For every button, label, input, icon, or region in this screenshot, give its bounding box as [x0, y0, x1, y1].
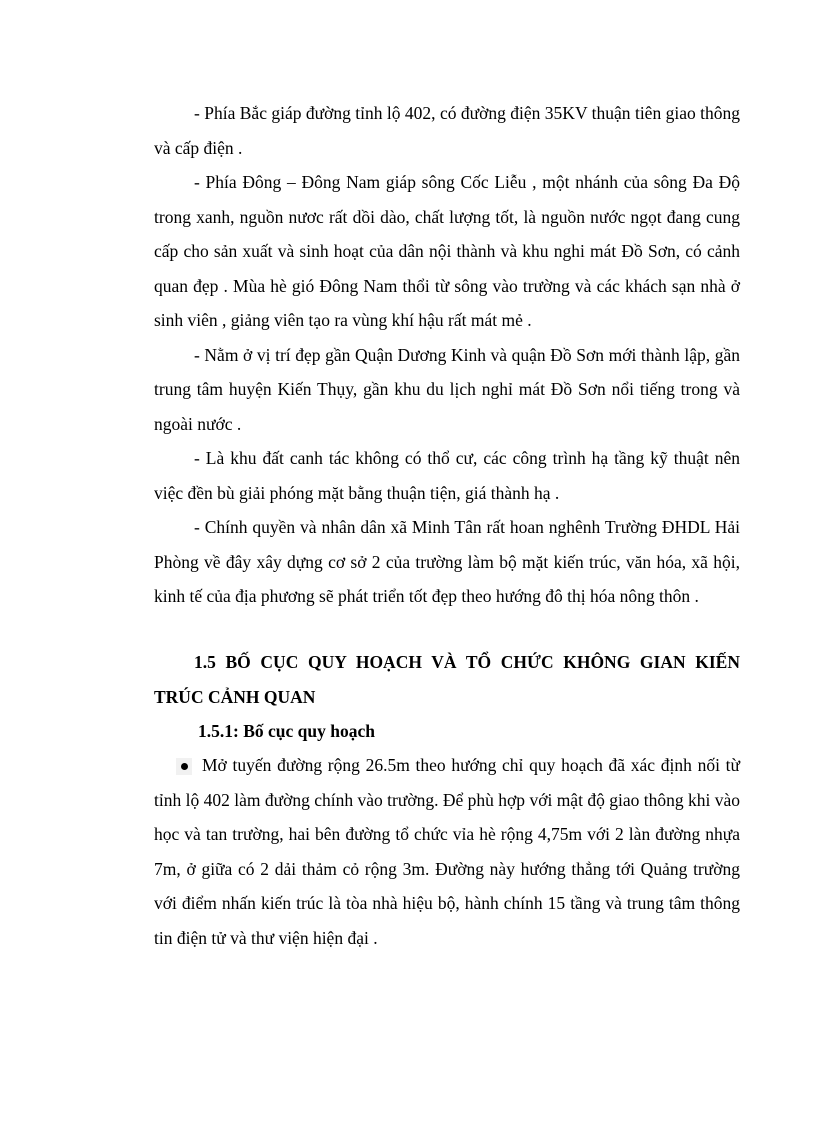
bullet-icon	[181, 763, 188, 770]
paragraph-authorities: - Chính quyền và nhân dân xã Minh Tân rất hoan nghênh Trường ĐHDL Hải Phòng về đây xây dựng cơ sở 2 của trường làm bộ mặt kiến trúc, văn hóa, xã hội, kinh tế của địa phương sẽ phát triển tốt đẹp theo hướng đô thị hóa nông thôn .	[154, 517, 740, 606]
bullet-text: Mở tuyến đường rộng 26.5m theo hướng chỉ quy hoạch đã xác định nối từ tỉnh lộ 402 làm đường chính vào trường. Để phù hợp với mật độ giao thông khi vào học và tan trường, hai bên đường tổ chức vỉa hè rộng 4,75m với 2 làn đường nhựa 7m, ở giữa có 2 dải thảm cỏ rộng 3m. Đường này hướng thẳng tới Quảng trường với điểm nhấn kiến trúc là tòa nhà hiệu bộ, hành chính 15 tầng và trung tâm thông tin điện tử và thư viện hiện đại .	[154, 755, 740, 948]
paragraph-land: - Là khu đất canh tác không có thổ cư, các công trình hạ tầng kỹ thuật nên việc đền bù giải phóng mặt bằng thuận tiện, giá thành hạ .	[154, 448, 740, 503]
list-item	[154, 748, 740, 955]
paragraph-location: - Nằm ở vị trí đẹp gần Quận Dương Kinh và quận Đồ Sơn mới thành lập, gần trung tâm huyện Kiến Thụy, gần khu du lịch nghỉ mát Đồ Sơn nổi tiếng trong và ngoài nước .	[154, 344, 740, 434]
section-heading: 1.5 BỐ CỤC QUY HOẠCH VÀ TỔ CHỨC KHÔNG GIAN KIẾN TRÚC CẢNH QUAN	[154, 652, 740, 707]
body-text	[154, 96, 740, 614]
paragraph-north-border: - Phía Bắc giáp đường tỉnh lộ 402, có đường điện 35KV thuận tiên giao thông và cấp điện .	[154, 103, 740, 158]
subsection-heading: 1.5.1: Bố cục quy hoạch	[198, 721, 375, 741]
bullet-list	[154, 748, 740, 955]
paragraph-east-border: - Phía Đông – Đông Nam giáp sông Cốc Liễu , một nhánh của sông Đa Độ trong xanh, nguồn nươc rất dồi dào, chất lượng tốt, là nguồn nước ngọt đang cung cấp cho sản xuất và sinh hoạt của dân nội thành và khu nghi mát Đồ Sơn, có cảnh quan đẹp . Mùa hè gió Đông Nam thổi từ sông vào trường và các khách sạn nhà ở sinh viên , giảng viên tạo ra vùng khí hậu rất mát mẻ .	[154, 172, 740, 330]
